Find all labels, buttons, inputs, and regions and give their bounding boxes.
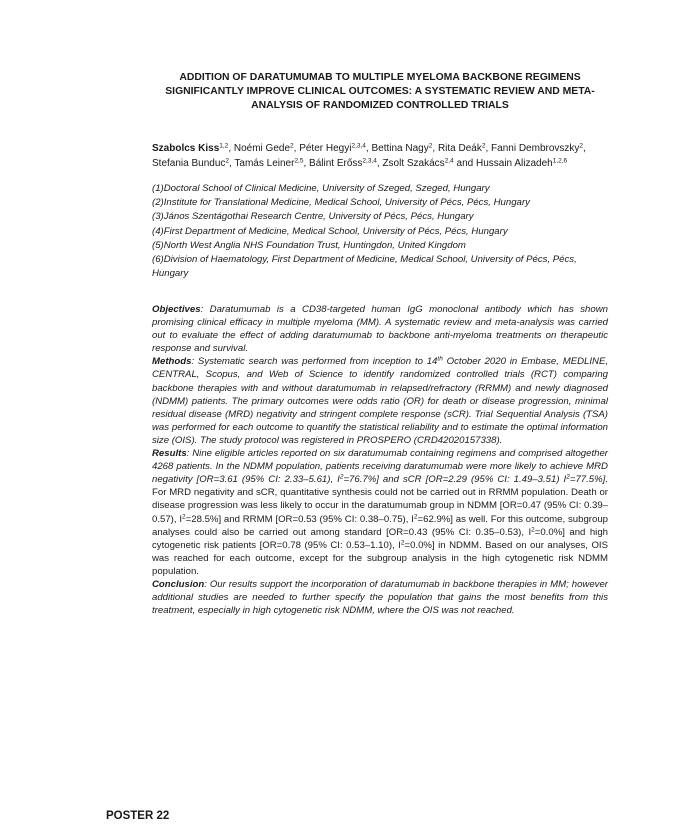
author-affiliation-index: 2,5	[294, 157, 304, 164]
objectives-text: : Daratumumab is a CD38-targeted human IgG monoclonal antibody which has shown promising clinical efficacy in multiple myeloma (MM). A systematic review and meta-analysis was carried out to evaluate the effect of adding daratumumab to backbone anti-myeloma treatments on therapeutic response and survival.	[152, 304, 608, 355]
title-line: ADDITION OF DARATUMUMAB TO MULTIPLE MYELOMA BACKBONE REGIMENS	[179, 72, 581, 83]
author-name: Péter Hegyi	[299, 143, 352, 154]
methods-label: Methods	[152, 356, 192, 368]
poster-label: POSTER 22	[106, 810, 170, 822]
author-name: Bettina Nagy	[371, 143, 429, 154]
title-line: ANALYSIS OF RANDOMIZED CONTROLLED TRIALS	[251, 100, 509, 111]
paper-title	[150, 71, 610, 113]
squared-superscript: 2	[413, 513, 418, 520]
author-affiliation-index: 2	[481, 142, 486, 150]
author-name: Rita Deák	[437, 143, 482, 154]
conclusion-text: : Our results support the incorporation of daratumumab in backbone therapies in MM; however additional studies are needed to further specify the population that gains the most benefits from this treatment, especially in high cytogenetic risk NDMM, where the OIS was not reached.	[152, 578, 608, 617]
author-list	[152, 142, 606, 171]
author-affiliation-index: 2,3,4	[362, 157, 377, 164]
title-line: SIGNIFICANTLY IMPROVE CLINICAL OUTCOMES: A SYSTEMATIC REVIEW AND META-	[165, 86, 595, 97]
author-separator: ,	[303, 157, 310, 169]
squared-superscript: 2	[339, 473, 344, 481]
author-name: Szabolcs Kiss	[152, 143, 220, 154]
affiliation-item: (3)János Szentágothai Research Centre, University of Pécs, Pécs, Hungary	[152, 211, 474, 223]
results-label: Results	[152, 448, 187, 460]
author-separator: ,	[293, 143, 300, 154]
results-text: =0.0%] and high cytogenetic risk patients [OR=0.78 (95% CI: 0.53–1.10), I	[152, 526, 608, 551]
author-name: Bálint Erőss	[309, 157, 363, 169]
conclusion-paragraph	[152, 578, 608, 617]
results-text: : Nine eligible articles reported on six daratumumab containing regimens and comprised altogether 4268 patients. In the NDMM population, patients receiving daratumumab were more likely to achieve MRD negativity [OR=3.61 (95% CI: 2.33–5.61), I	[152, 448, 608, 486]
results-text: For MRD negativity and sCR, quantitative synthesis could not be carried out in RRMM population. Death or disease progression was less likely to occur in the daratumumab group in NDMM [OR=0.47 (95% CI: 0.39–0.57), I	[152, 487, 608, 525]
affiliation-item: (5)North West Anglia NHS Foundation Trust, Huntingdon, United Kingdom	[152, 239, 466, 251]
author-separator: ,	[229, 157, 235, 169]
author-affiliation-index: 2,4	[444, 157, 454, 164]
methods-text: : Systematic search was performed from inception to 14	[191, 356, 438, 368]
methods-text: October 2020 in Embase, MEDLINE, CENTRAL, Scopus, and Web of Science to identify randomized controlled trials (RCT) comparing backbone therapies with and without daratumumab in relapsed/refractory (RRMM) and newly diagnosed (NDMM) patients. The primary outcomes were odds ratio (OR) for death or disease progression, minimal residual disease (MRD) negativity and stringent complete response (sCR). Trial Sequential Analysis (TSA) was performed for each outcome to quantify the statistical reliability and to estimate the optimal information size (OIS). The study protocol was registered in PROSPERO (CRD42020157338).	[152, 356, 609, 446]
author-name: Hussain Alizadeh	[475, 157, 553, 169]
results-text: =77.5%].	[569, 474, 608, 486]
results-text: =76.7%] and sCR [OR=2.29 (95% CI: 1.49–3.51) I	[343, 474, 567, 486]
objectives-label: Objectives	[152, 304, 201, 315]
author-separator: ,	[228, 143, 234, 154]
author-affiliation-index: 1,2,6	[552, 157, 568, 164]
author-affiliation-index: 2,3,4	[351, 142, 366, 150]
methods-superscript: th	[437, 355, 443, 363]
abstract	[152, 303, 608, 617]
author-name: Zsolt Szakács	[382, 157, 445, 169]
author-name: Noémi Gede	[233, 143, 291, 154]
author-name: Fanni Dembrovszky	[491, 143, 580, 154]
results-text: =0.0%] in NDMM. Based on our analyses, OIS was reached for each outcome, except for the subgroup analysis in the high cytogenetic risk NDMM population.	[152, 539, 608, 577]
objectives-paragraph	[152, 303, 608, 355]
author-separator: ,	[376, 157, 383, 169]
results-paragraph	[152, 447, 608, 578]
affiliation-item: (2)Institute for Translational Medicine, Medical School, University of Pécs, Pécs, Hungary	[152, 197, 530, 209]
author-separator: ,	[365, 143, 372, 154]
methods-paragraph	[152, 355, 608, 447]
affiliation-item: (4)First Department of Medicine, Medical School, University of Pécs, Pécs, Hungary	[152, 225, 508, 237]
author-affiliation-index: 2	[290, 142, 294, 150]
author-separator: ,	[485, 143, 492, 154]
author-name: Tamás Leiner	[234, 157, 295, 169]
author-affiliation-index: 2	[225, 157, 230, 164]
author-separator: and	[453, 157, 476, 169]
author-affiliation-index: 1,2	[219, 142, 229, 150]
author-separator: ,	[432, 143, 438, 154]
squared-superscript: 2	[182, 513, 186, 520]
author-affiliation-index: 2	[579, 142, 584, 150]
squared-superscript: 2	[566, 473, 570, 481]
affiliation-item: (1)Doctoral School of Clinical Medicine, University of Szeged, Szeged, Hungary	[152, 183, 490, 194]
squared-superscript: 2	[531, 526, 535, 534]
author-affiliation-index: 2	[428, 142, 433, 150]
squared-superscript: 2	[400, 539, 405, 547]
author-name: Stefania Bunduc	[152, 157, 226, 169]
affiliation-list	[152, 182, 608, 281]
conclusion-label: Conclusion	[152, 578, 205, 590]
affiliation-item: (6)Division of Haematology, First Department of Medicine, Medical School, University of Pécs, Pécs, Hungary	[152, 254, 577, 280]
results-text: =62.9%] as well. For this outcome, subgroup analyses could also be carried out among standard [OR=0.43 (95% CI: 0.35–0.53), I	[152, 513, 608, 538]
author-separator: ,	[583, 143, 586, 154]
results-text: =28.5%] and RRMM [OR=0.53 (95% CI: 0.38–0.75), I	[185, 513, 414, 525]
